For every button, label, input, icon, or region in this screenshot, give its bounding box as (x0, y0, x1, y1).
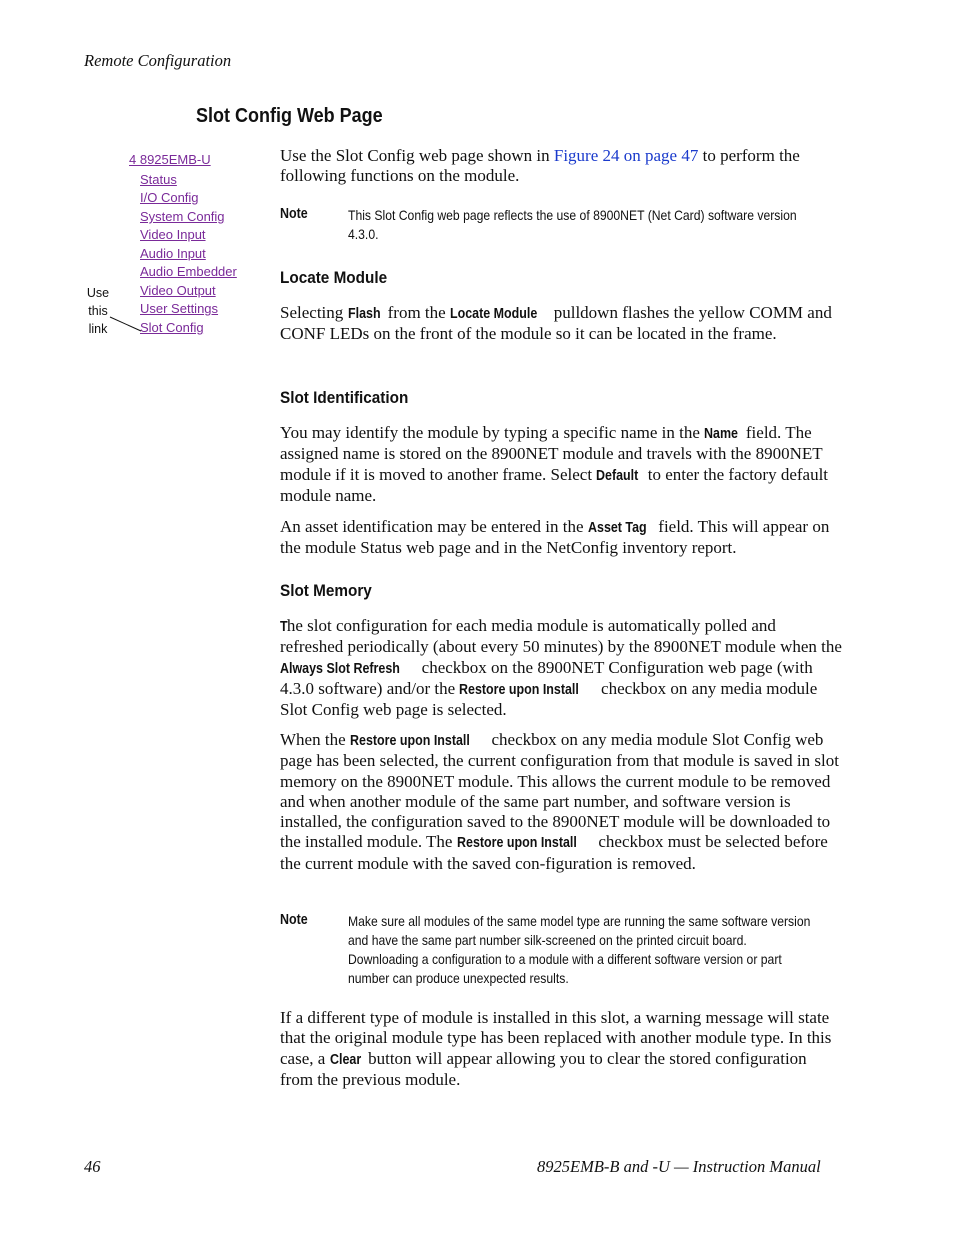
callout-leader-line (108, 312, 144, 334)
locate-paragraph: Selecting Flash from the Locate Module pulldown flashes the yellow COMM and CONF LEDs on the front of the module so it can be located in the frame. (280, 303, 832, 344)
nav-link-system-config[interactable]: System Config (140, 209, 225, 224)
heading-slot-memory: Slot Memory (280, 581, 372, 600)
callout-line-3: link (88, 322, 108, 336)
callout-line-2: this (88, 304, 108, 318)
memory-paragraph-2: When the Restore upon Install checkbox on any media module Slot Config web page has been selected, the current configuration from that module is saved in slot memory on the 8900NET module. This allows the current module to be removed and when another module of the same part number, and software version is installed, the configuration saved to the 8900NET module will be downloaded to the installed module. The Restore upon Install checkbox must be selected before the current module with the saved con-figuration is removed. (280, 730, 839, 873)
nav-link-audio-embedder[interactable]: Audio Embedder (140, 264, 237, 279)
nav-link-io-config[interactable]: I/O Config (140, 190, 199, 205)
note-label: Note (280, 206, 308, 222)
note-text: This Slot Config web page reflects the use of 8900NET (Net Card) software version 4.3.0. (348, 207, 797, 242)
memory-paragraph-1: The slot configuration for each media module is automatically polled and refreshed periodically (about every 50 minutes) by the 8900NET module when the Always Slot Refresh checkbox on the 8900NET Configuration web page (with 4.3.0 software) and/or the Restore upon Install checkbox on any media module Slot Config web page is selected. (280, 616, 842, 720)
heading-locate-module: Locate Module (280, 268, 388, 287)
nav-link-slot-config[interactable]: Slot Config (140, 320, 204, 335)
nav-link-video-output[interactable]: Video Output (140, 283, 216, 298)
figure-reference-link[interactable]: Figure 24 on page 47 (553, 146, 699, 165)
section-title: Slot Config Web Page (196, 105, 383, 127)
identification-paragraph-2: An asset identification may be entered in the Asset Tag field. This will appear on the module Status web page and in the NetConfig inventory report. (280, 517, 830, 558)
callout-line-1: Use (86, 286, 110, 300)
manual-title: 8925EMB-B and -U — Instruction Manual (537, 1157, 821, 1176)
note-label: Note (280, 912, 308, 928)
identification-paragraph-1: You may identify the module by typing a specific name in the Name field. The assigned name is stored on the 8900NET module and travels with the 8900NET module if it is moved to another frame. Select Default to enter the factory default module name. (280, 423, 829, 505)
nav-link-audio-input[interactable]: Audio Input (140, 246, 206, 261)
heading-slot-identification: Slot Identification (280, 388, 409, 407)
nav-root-link[interactable]: 4 8925EMB-U (129, 152, 211, 167)
page-number: 46 (84, 1157, 101, 1176)
running-head: Remote Configuration (84, 51, 232, 70)
note-text: Make sure all modules of the same model type are running the same software version and have the same part number silk-screened on the printed circuit board. Downloading a configuration to a module with a different software version or part number can produce unexpected results. (348, 913, 811, 986)
nav-link-user-settings[interactable]: User Settings (140, 301, 219, 316)
nav-link-video-input[interactable]: Video Input (140, 227, 206, 242)
final-paragraph: If a different type of module is installed in this slot, a warning message will state that the original module type has been replaced with another module type. In this case, a Clear button will appear allowing you to clear the stored configuration from the previous module. (280, 1008, 832, 1089)
intro-paragraph: Use the Slot Config web page shown in Figure 24 on page 47 to perform the following functions on the module. (280, 146, 800, 186)
nav-link-status[interactable]: Status (140, 172, 177, 187)
